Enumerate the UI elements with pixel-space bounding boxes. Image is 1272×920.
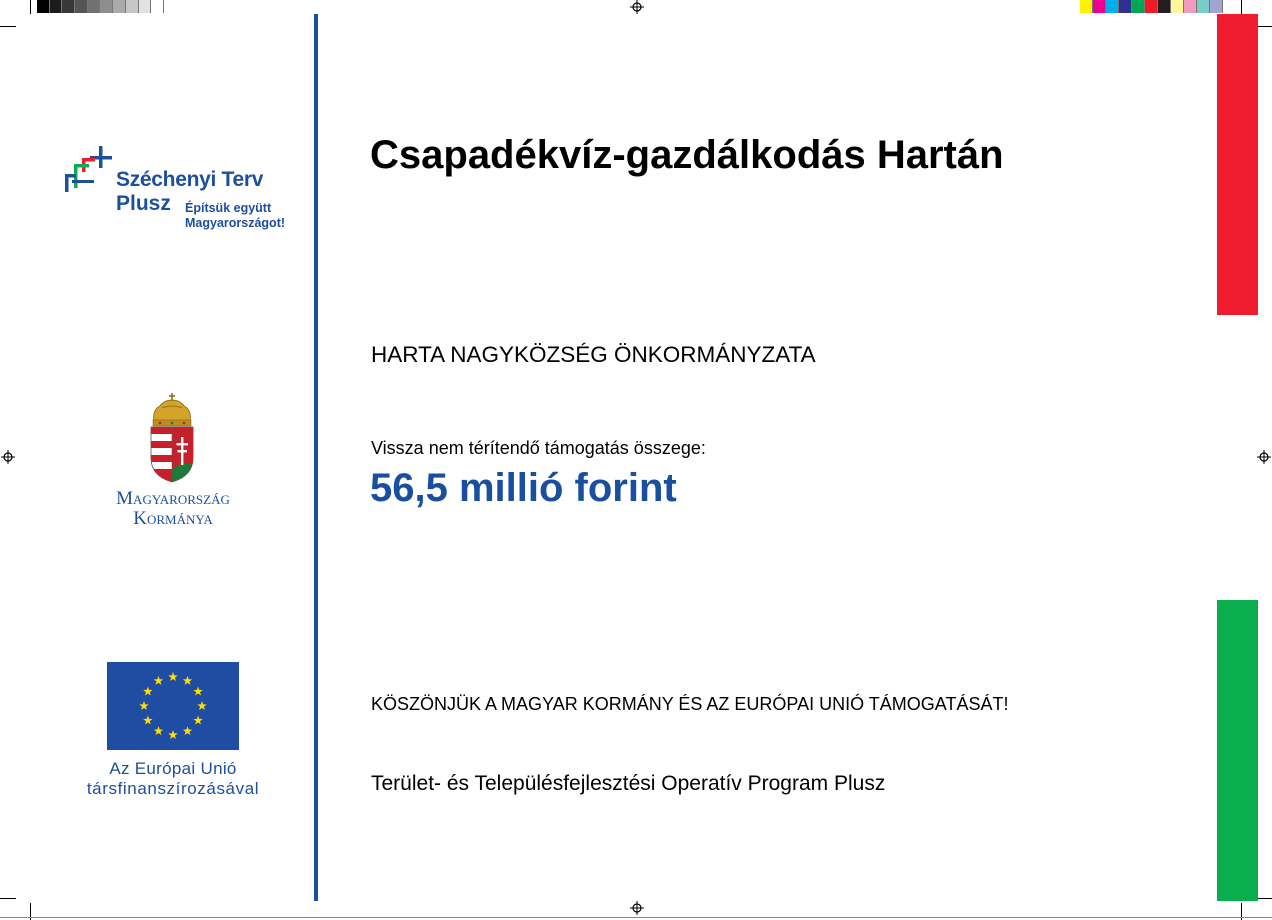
flag-stripe-red bbox=[1217, 14, 1258, 315]
eu-stars bbox=[107, 662, 239, 750]
crop-mark bbox=[0, 26, 16, 27]
eu-star-icon bbox=[143, 687, 153, 696]
government-name-line2: Kormánya bbox=[133, 508, 213, 529]
crop-mark bbox=[1256, 898, 1272, 899]
registration-mark-icon bbox=[1257, 450, 1271, 464]
eu-star-icon bbox=[193, 687, 203, 696]
flag-stripe-green bbox=[1217, 600, 1258, 901]
eu-star-icon bbox=[193, 716, 203, 725]
government-name-line1: Magyarország bbox=[116, 488, 230, 509]
eu-cofinancing-line2: társfinanszírozásával bbox=[86, 779, 260, 798]
szechenyi-slogan-line2: Magyarországot! bbox=[185, 216, 286, 230]
subsidy-label: Vissza nem térítendő támogatás összege: bbox=[371, 438, 706, 458]
szechenyi-plus: Plusz bbox=[116, 192, 171, 215]
print-grayscale-strip bbox=[37, 0, 177, 13]
subsidy-amount: 56,5 millió forint bbox=[370, 466, 677, 510]
crop-mark bbox=[1241, 0, 1242, 14]
crop-mark bbox=[0, 898, 16, 899]
eu-star-icon bbox=[139, 701, 149, 710]
eu-star-icon bbox=[183, 676, 193, 685]
eu-flag-icon bbox=[107, 662, 239, 750]
registration-mark-icon bbox=[1, 450, 15, 464]
thanks-message: KÖSZÖNJÜK A MAGYAR KORMÁNY ÉS AZ EURÓPAI UNIÓ TÁMOGATÁSÁT! bbox=[371, 694, 1009, 714]
eu-star-icon bbox=[197, 701, 207, 710]
eu-cofinancing-line1: Az Európai Unió bbox=[109, 759, 237, 778]
eu-star-icon bbox=[168, 672, 178, 681]
eu-star-icon bbox=[168, 730, 178, 739]
print-color-strip bbox=[1080, 0, 1236, 13]
eu-star-icon bbox=[154, 726, 164, 735]
eu-star-icon bbox=[143, 716, 153, 725]
szechenyi-slogan-line1: Építsük együtt bbox=[185, 201, 272, 215]
crop-mark bbox=[30, 0, 31, 14]
szechenyi-title: Széchenyi Terv bbox=[116, 168, 264, 191]
registration-mark-icon bbox=[630, 901, 644, 915]
hungarian-coat-of-arms-icon bbox=[148, 392, 196, 484]
eu-star-icon bbox=[154, 676, 164, 685]
vertical-divider bbox=[314, 14, 318, 901]
szechenyi-cross-arrows-icon bbox=[64, 144, 118, 198]
page-edge bbox=[0, 917, 1272, 918]
registration-mark-icon bbox=[630, 0, 644, 14]
project-title: Csapadékvíz-gazdálkodás Hartán bbox=[370, 133, 1004, 177]
beneficiary-name: HARTA NAGYKÖZSÉG ÖNKORMÁNYZATA bbox=[371, 342, 816, 367]
eu-star-icon bbox=[183, 726, 193, 735]
crop-mark bbox=[1256, 26, 1272, 27]
program-name: Terület- és Településfejlesztési Operatív Program Plusz bbox=[371, 772, 886, 795]
